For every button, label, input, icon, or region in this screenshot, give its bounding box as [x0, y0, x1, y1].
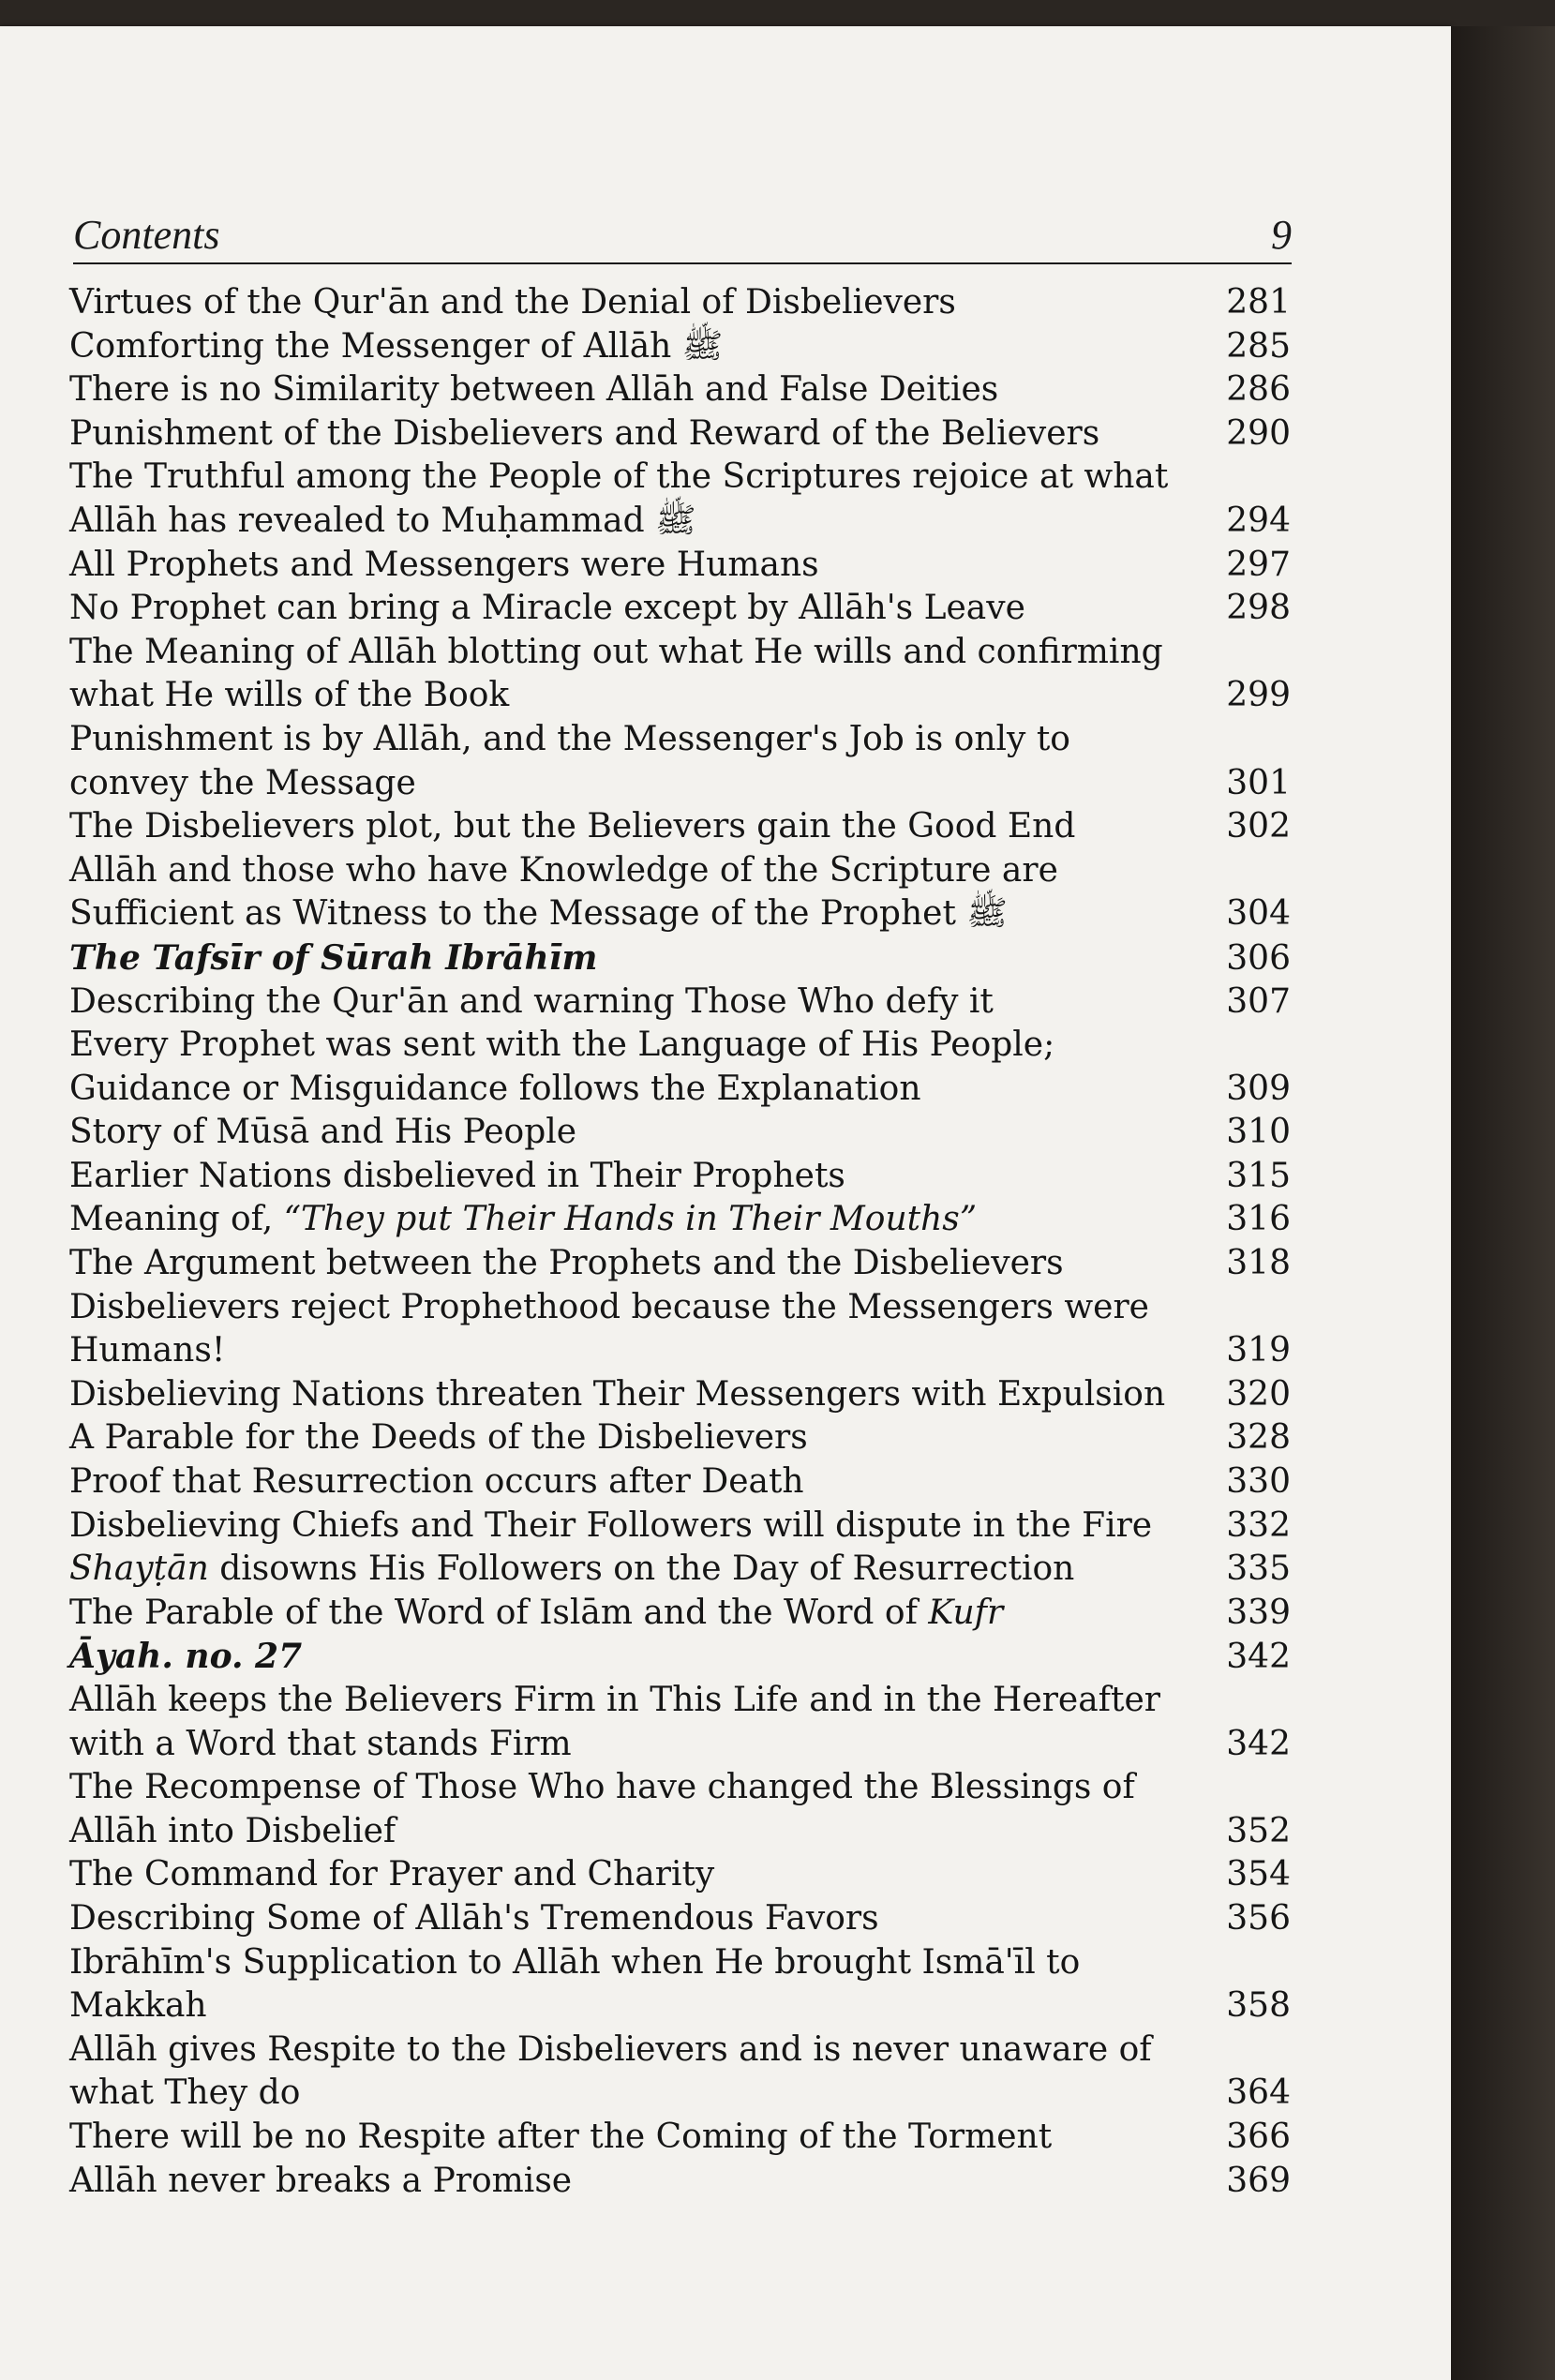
- toc-entry-title: Sufficient as Witness to the Message of the Prophet ﷺ: [69, 894, 1008, 934]
- toc-entry-title-part: Shayṭān: [69, 1549, 209, 1589]
- toc-entry-title: Virtues of the Qur'ān and the Denial of Disbelievers: [69, 283, 956, 322]
- toc-entry-title: with a Word that stands Firm: [69, 1724, 572, 1763]
- toc-entry-title: Proof that Resurrection occurs after Death: [69, 1462, 804, 1502]
- toc-entry-title: Every Prophet was sent with the Language of His People;: [69, 1025, 1055, 1065]
- toc-page-number: 356: [1226, 1898, 1291, 1938]
- toc-entry-title-part: “They put Their Hands in Their Mouths”: [283, 1200, 978, 1239]
- page-edge: [1451, 26, 1555, 2380]
- header-page-number: 9: [1271, 212, 1292, 258]
- toc-entry: [69, 1024, 1291, 1068]
- toc-entry: [69, 2116, 1291, 2160]
- toc-entry: [69, 892, 1291, 936]
- toc-entry-title: Disbelievers reject Prophethood because the Messengers were: [69, 1287, 1149, 1326]
- toc-entry-title: [69, 1592, 1003, 1636]
- toc-entry: [69, 1679, 1291, 1723]
- toc-entry-title: The Recompense of Those Who have changed the Blessings of: [69, 1768, 1135, 1807]
- toc-entry: [69, 1111, 1291, 1155]
- toc-page-number: 358: [1226, 1986, 1291, 2026]
- toc-page-number: 290: [1226, 413, 1291, 453]
- toc-page-number: 352: [1226, 1811, 1291, 1850]
- header-title: Contents: [73, 212, 220, 258]
- toc-page-number: 281: [1226, 283, 1291, 322]
- toc-entry-title: Earlier Nations disbelieved in Their Prophets: [69, 1156, 845, 1195]
- toc-page-number: 304: [1226, 894, 1291, 934]
- toc-page-number: 354: [1226, 1855, 1291, 1894]
- toc-page-number: 309: [1226, 1069, 1291, 1108]
- toc-entry: [69, 1329, 1291, 1373]
- toc-entry-title: A Parable for the Deeds of the Disbelievers: [69, 1418, 808, 1458]
- toc-page-number: 328: [1226, 1418, 1291, 1458]
- toc-entry-title: Describing Some of Allāh's Tremendous Favors: [69, 1898, 879, 1938]
- toc-entry: [69, 1504, 1291, 1549]
- toc-entry-title: There is no Similarity between Allāh and False Deities: [69, 370, 999, 410]
- toc-entry-title: The Disbelievers plot, but the Believers gain the Good End: [69, 807, 1076, 846]
- toc-page-number: 307: [1226, 981, 1291, 1021]
- toc-page-number: 297: [1226, 545, 1291, 584]
- toc-entry: [69, 1416, 1291, 1460]
- toc-page-number: 332: [1226, 1505, 1291, 1545]
- toc-page-number: 310: [1226, 1113, 1291, 1152]
- toc-entry-title: convey the Message: [69, 763, 416, 802]
- toc-entry-title: Story of Mūsā and His People: [69, 1113, 577, 1152]
- toc-page-number: 298: [1226, 589, 1291, 628]
- toc-entry-title: [69, 1198, 977, 1242]
- toc-entry: [69, 587, 1291, 631]
- toc-entry-title: Allāh has revealed to Muḥammad ﷺ: [69, 501, 696, 540]
- toc-entry: [69, 980, 1291, 1025]
- toc-entry: [69, 1068, 1291, 1112]
- toc-entry-title: Guidance or Misguidance follows the Explanation: [69, 1069, 921, 1108]
- toc-entry-title: All Prophets and Messengers were Humans: [69, 545, 819, 584]
- toc-entry: [69, 1723, 1291, 1767]
- toc-entry-title-part: disowns His Followers on the Day of Resurrection: [208, 1549, 1075, 1589]
- toc-entry-title: Allāh keeps the Believers Firm in This Life and in the Hereafter: [69, 1681, 1160, 1719]
- toc-page-number: 342: [1226, 1724, 1291, 1763]
- toc-page-number: 364: [1226, 2073, 1291, 2113]
- toc-entry: [69, 412, 1291, 457]
- toc-entry: [69, 805, 1291, 849]
- toc-entry-title: Makkah: [69, 1986, 207, 2026]
- toc-entry-title: Describing the Qur'ān and warning Those Who defy it: [69, 981, 994, 1021]
- toc-entry-title: Allāh never breaks a Promise: [69, 2161, 573, 2200]
- toc-entry: [69, 849, 1291, 893]
- toc-page-number: 315: [1226, 1156, 1291, 1195]
- toc-entry: [69, 2028, 1291, 2073]
- toc-entry-title: Disbelieving Chiefs and Their Followers will dispute in the Fire: [69, 1505, 1153, 1545]
- toc-page-number: 306: [1226, 938, 1291, 978]
- toc-entry-title: The Tafsīr of Sūrah Ibrāhīm: [69, 937, 598, 978]
- toc-entry-title: what They do: [69, 2073, 301, 2113]
- toc-entry: [69, 1242, 1291, 1286]
- toc-page-number: 335: [1226, 1549, 1291, 1589]
- table-of-contents: [69, 281, 1291, 2203]
- toc-entry-title: Disbelieving Nations threaten Their Messengers with Expulsion: [69, 1374, 1166, 1414]
- toc-entry-title-part: The Parable of the Word of Islām and the Word of: [69, 1593, 929, 1632]
- toc-section-heading: [69, 1635, 1291, 1679]
- toc-entry: [69, 456, 1291, 500]
- toc-entry-title: Punishment of the Disbelievers and Reward of the Believers: [69, 413, 1100, 453]
- toc-entry-title: Ibrāhīm's Supplication to Allāh when He brought Ismā'īl to: [69, 1942, 1081, 1982]
- toc-entry-title: Humans!: [69, 1331, 226, 1370]
- toc-entry-title: Allāh gives Respite to the Disbelievers and is never unaware of: [69, 2029, 1152, 2069]
- toc-entry: [69, 631, 1291, 675]
- toc-entry: [69, 1286, 1291, 1330]
- toc-page-number: 369: [1226, 2161, 1291, 2200]
- toc-entry-title: Āyah. no. 27: [69, 1637, 303, 1677]
- toc-entry-title: Allāh into Disbelief: [69, 1811, 396, 1850]
- toc-page-number: 286: [1226, 370, 1291, 410]
- toc-page-number: 342: [1226, 1638, 1291, 1677]
- toc-entry: [69, 544, 1291, 588]
- toc-page-number: 302: [1226, 807, 1291, 846]
- toc-entry-title: Allāh and those who have Knowledge of the Scripture are: [69, 850, 1058, 890]
- toc-entry: [69, 718, 1291, 762]
- toc-entry: [69, 1941, 1291, 1985]
- toc-page-number: 319: [1226, 1331, 1291, 1370]
- toc-entry-title: The Meaning of Allāh blotting out what He wills and confirming: [69, 632, 1163, 671]
- toc-entry: [69, 500, 1291, 544]
- toc-entry-title-part: Meaning of,: [69, 1200, 284, 1239]
- toc-entry: [69, 674, 1291, 718]
- toc-page-number: 320: [1226, 1374, 1291, 1414]
- toc-page-number: 285: [1226, 326, 1291, 366]
- toc-page-number: 294: [1226, 501, 1291, 540]
- toc-page-number: 301: [1226, 763, 1291, 802]
- toc-entry-title: The Argument between the Prophets and the Disbelievers: [69, 1244, 1064, 1283]
- toc-page-number: 299: [1226, 676, 1291, 715]
- toc-entry: [69, 281, 1291, 325]
- toc-entry-title: The Truthful among the People of the Scriptures rejoice at what: [69, 457, 1169, 497]
- toc-entry: [69, 2160, 1291, 2204]
- page-header: [73, 197, 1292, 264]
- toc-page-number: 366: [1226, 2117, 1291, 2156]
- toc-entry: [69, 1897, 1291, 1941]
- toc-section-heading: [69, 936, 1291, 980]
- toc-entry-title: [69, 1548, 1074, 1592]
- toc-entry-title: Punishment is by Allāh, and the Messenger's Job is only to: [69, 719, 1070, 758]
- toc-entry: [69, 762, 1291, 806]
- toc-page-number: 330: [1226, 1462, 1291, 1502]
- toc-entry-title-part: Kufr: [928, 1593, 1004, 1632]
- toc-entry: [69, 1592, 1291, 1636]
- toc-page-number: 318: [1226, 1244, 1291, 1283]
- toc-entry-title: what He wills of the Book: [69, 676, 510, 715]
- toc-entry: [69, 1853, 1291, 1897]
- toc-entry-title: No Prophet can bring a Miracle except by Allāh's Leave: [69, 589, 1025, 628]
- toc-entry: [69, 1460, 1291, 1504]
- toc-entry-title: There will be no Respite after the Coming of the Torment: [69, 2117, 1053, 2156]
- toc-entry-title: The Command for Prayer and Charity: [69, 1855, 715, 1894]
- toc-entry: [69, 1373, 1291, 1417]
- toc-entry: [69, 1810, 1291, 1854]
- toc-entry: [69, 1155, 1291, 1199]
- toc-page-number: 316: [1226, 1200, 1291, 1239]
- toc-entry: [69, 325, 1291, 369]
- toc-entry: [69, 1984, 1291, 2028]
- toc-entry: [69, 1548, 1291, 1592]
- toc-entry: [69, 1198, 1291, 1242]
- toc-page-number: 339: [1226, 1593, 1291, 1632]
- toc-entry: [69, 1766, 1291, 1810]
- toc-entry: [69, 2072, 1291, 2116]
- toc-entry-title: Comforting the Messenger of Allāh ﷺ: [69, 326, 724, 366]
- toc-entry: [69, 368, 1291, 412]
